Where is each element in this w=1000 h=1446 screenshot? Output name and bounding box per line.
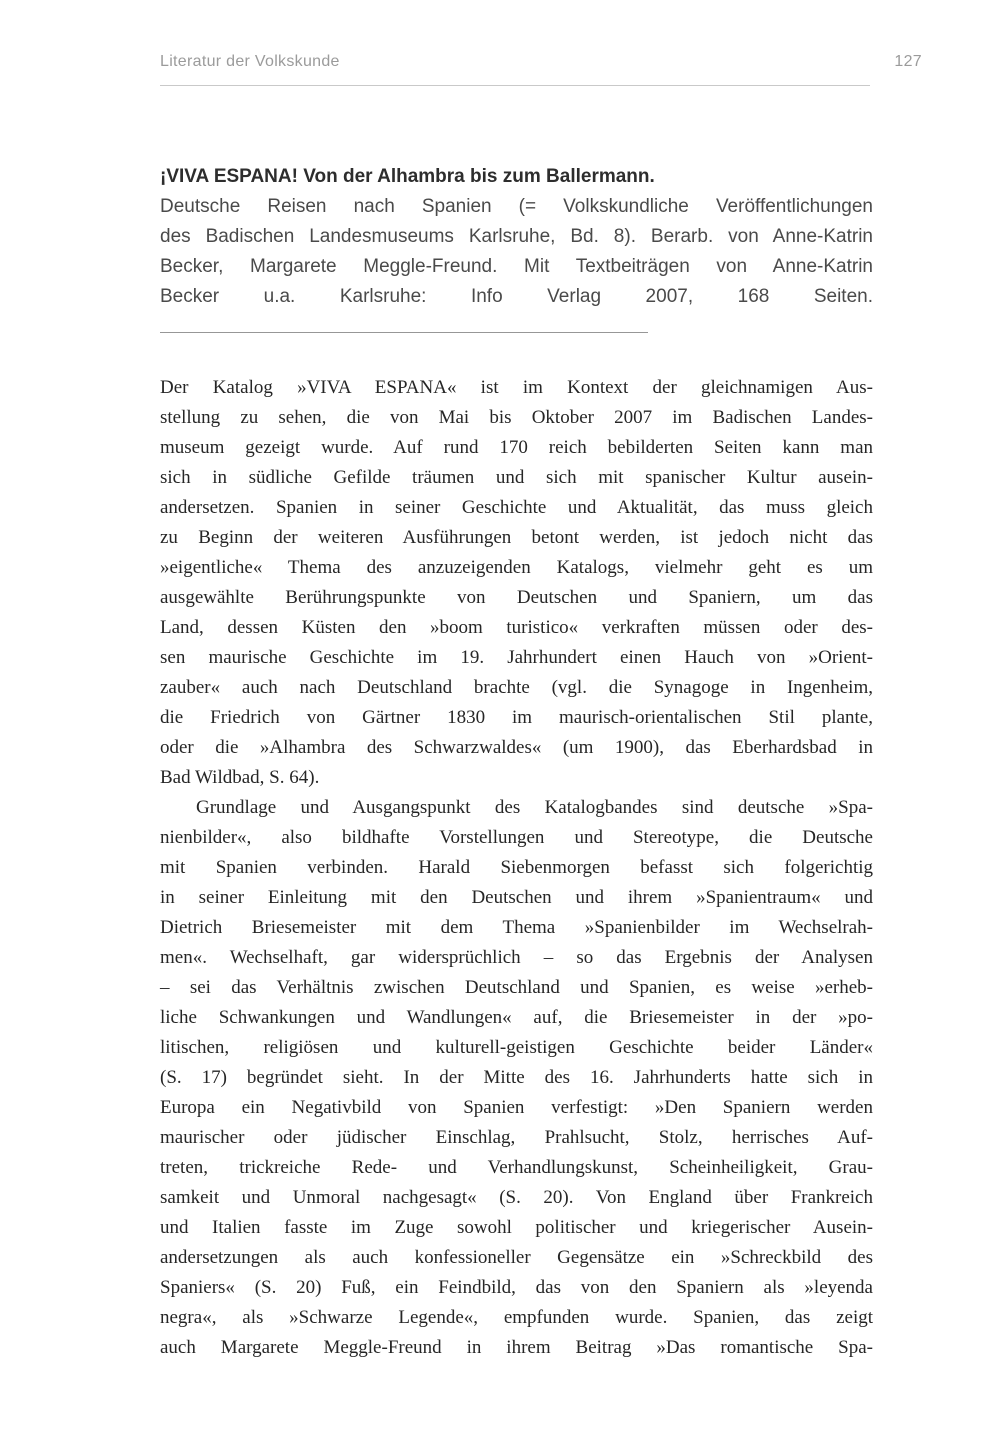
text-line: zauber« auch nach Deutschland brachte (vgl. die Synagoge in Ingenheim, [160,677,873,698]
text-line: andersetzungen als auch konfessioneller Gegensätze ein »Schreckbild des [160,1247,873,1268]
header-rule [160,85,870,86]
text-line: mit Spanien verbinden. Harald Siebenmorgen befasst sich folgerichtig [160,857,873,878]
text-line: Grundlage und Ausgangspunkt des Katalogbandes sind deutsche »Spa- [196,797,873,818]
text-line: Becker u.a. Karlsruhe: Info Verlag 2007, 168 Seiten. [160,286,873,307]
title-divider-rule [160,332,648,333]
page-number: 127 [894,53,922,70]
page-header [160,52,922,71]
text-line: Der Katalog »VIVA ESPANA« ist im Kontext der gleichnamigen Aus- [160,377,873,398]
text-line: Dietrich Briesemeister mit dem Thema »Spanienbilder im Wechselrah- [160,917,873,938]
text-line: samkeit und Unmoral nachgesagt« (S. 20). Von England über Frankreich [160,1187,873,1208]
paragraph [160,793,873,1363]
text-line: – sei das Verhältnis zwischen Deutschland und Spanien, es weise »erheb- [160,977,873,998]
text-line: in seiner Einleitung mit den Deutschen und ihrem »Spanientraum« und [160,887,873,908]
text-line: negra«, als »Schwarze Legende«, empfunden wurde. Spanien, das zeigt [160,1307,873,1328]
text-line: (S. 17) begründet sieht. In der Mitte des 16. Jahrhunderts hatte sich in [160,1067,873,1088]
text-line: nienbilder«, also bildhafte Vorstellungen und Stereotype, die Deutsche [160,827,873,848]
paragraph [160,373,873,793]
running-title: Literatur der Volkskunde [160,53,340,70]
text-line: Deutsche Reisen nach Spanien (= Volkskundliche Veröffentlichungen [160,196,873,217]
text-line: museum gezeigt wurde. Auf rund 170 reich bebilderten Seiten kann man [160,437,873,458]
text-line: sen maurische Geschichte im 19. Jahrhundert einen Hauch von »Orient- [160,647,873,668]
text-line: maurischer oder jüdischer Einschlag, Prahlsucht, Stolz, herrisches Auf- [160,1127,873,1148]
text-line: und Italien fasste im Zuge sowohl politischer und kriegerischer Ausein- [160,1217,873,1238]
text-line: treten, trickreiche Rede- und Verhandlungskunst, Scheinheiligkeit, Grau- [160,1157,873,1178]
text-line: Becker, Margarete Meggle-Freund. Mit Textbeiträgen von Anne-Katrin [160,256,873,277]
title-block [160,162,873,312]
text-line: Europa ein Negativbild von Spanien verfestigt: »Den Spaniern werden [160,1097,873,1118]
text-line: stellung zu sehen, die von Mai bis Oktober 2007 im Badischen Landes- [160,407,873,428]
text-line: sich in südliche Gefilde träumen und sich mit spanischer Kultur ausein- [160,467,873,488]
text-line: men«. Wechselhaft, gar widersprüchlich – so das Ergebnis der Analysen [160,947,873,968]
text-line: »eigentliche« Thema des anzuzeigenden Katalogs, vielmehr geht es um [160,557,873,578]
text-line: Land, dessen Küsten den »boom turistico« verkraften müssen oder des- [160,617,873,638]
catalog-subtitle [160,192,873,312]
text-line: liche Schwankungen und Wandlungen« auf, die Briesemeister in der »po- [160,1007,873,1028]
text-line: ausgewählte Berührungspunkte von Deutschen und Spaniern, um das [160,587,873,608]
text-line: die Friedrich von Gärtner 1830 im maurisch-orientalischen Stil plante, [160,707,873,728]
text-line: oder die »Alhambra des Schwarzwaldes« (um 1900), das Eberhardsbad in [160,737,873,758]
text-line: litischen, religiösen und kulturell-geistigen Geschichte beider Länder« [160,1037,873,1058]
text-line: Spaniers« (S. 20) Fuß, ein Feindbild, das von den Spaniern als »leyenda [160,1277,873,1298]
text-line: auch Margarete Meggle-Freund in ihrem Beitrag »Das romantische Spa- [160,1337,873,1358]
review-body [160,373,873,1363]
catalog-title: ¡VIVA ESPANA! Von der Alhambra bis zum Ballermann. [160,166,655,187]
text-line: Bad Wildbad, S. 64). [160,767,320,788]
text-line: zu Beginn der weiteren Ausführungen betont werden, ist jedoch nicht das [160,527,873,548]
text-line: andersetzen. Spanien in seiner Geschichte und Aktualität, das muss gleich [160,497,873,518]
text-line: des Badischen Landesmuseums Karlsruhe, Bd. 8). Berarb. von Anne-Katrin [160,226,873,247]
